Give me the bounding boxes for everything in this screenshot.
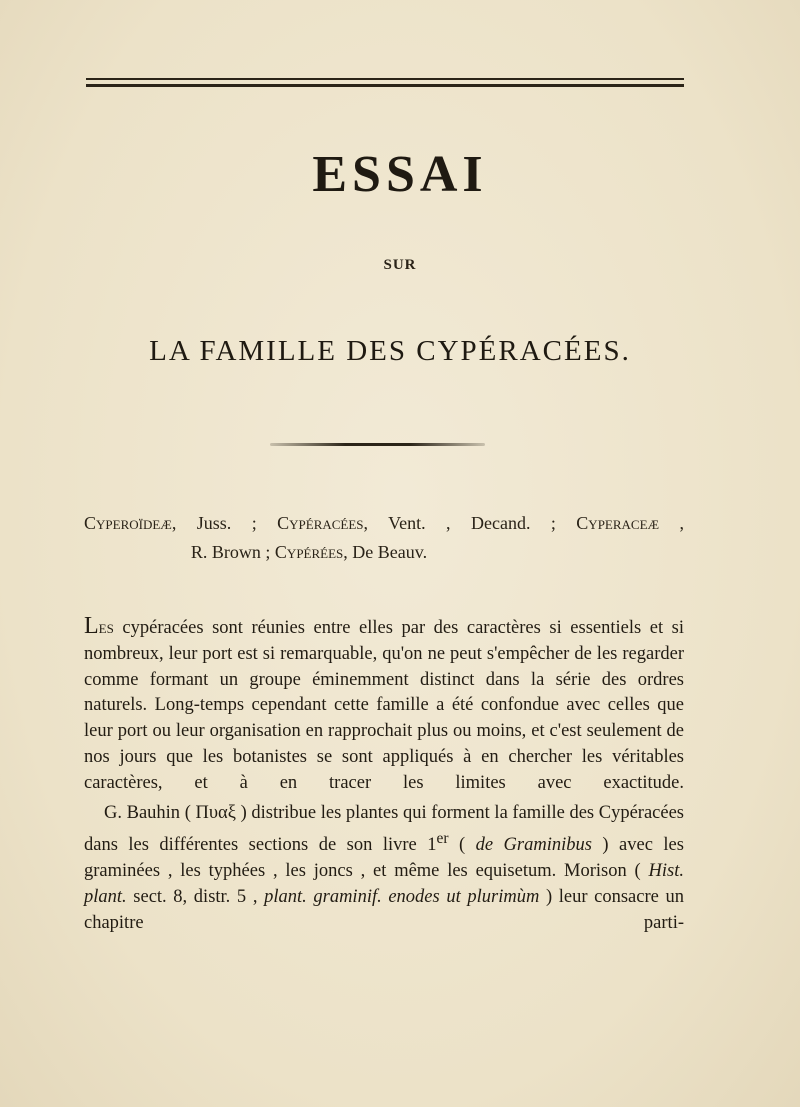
synonym-author: , De Beauv.: [343, 542, 428, 562]
body-text: [84, 614, 684, 937]
synonym-name: Cypérées: [274, 542, 344, 562]
paragraph-2-text: G. Bauhin ( Πυαξ ) distribue les plantes qui forment la famille des Cypéracées dans les différentes sections de son livre 1: [84, 802, 684, 856]
initial-smallcaps: es: [98, 618, 114, 638]
page-title: ESSAI: [312, 146, 488, 203]
italic-title: de Graminibus: [475, 835, 592, 856]
top-double-rule: [86, 78, 684, 87]
initial-letter: L: [84, 613, 99, 639]
superscript: er: [436, 830, 449, 848]
paragraph-2-text: ) leur consacre un chapitre parti-: [84, 887, 684, 933]
paragraph-1-text: cypéracées sont réunies entre elles par des caractères si essentiels et si nombreux, leur port est si remarquable, qu'on ne peut s'empêcher de les regarder comme formant un groupe éminemment distinct dans la série des ordres naturels. Long-temps cependant cette famille a été confondue avec celles que leur port ou leur organisation en rapprochait plus ou moins, et c'est seulement de nos jours que les botanistes se sont appliqués à en chercher les véritables caractères, et à en tracer les limites avec exactitude.: [84, 618, 684, 793]
synonym-name: Cypéracées: [277, 513, 364, 533]
synonymy-block: [84, 509, 684, 567]
synonymy-line-2: [84, 538, 684, 567]
synonym-author: ,: [659, 513, 685, 533]
italic-title: Hist. plant.: [84, 861, 684, 908]
paragraph-2-text: (: [448, 835, 476, 856]
paragraph-1: [84, 614, 684, 797]
paragraph-2-text: ) avec les graminées , les typhées , les joncs , et même les equisetum. Morison (: [84, 835, 684, 882]
synonym-author: , Vent. , Decand. ;: [363, 513, 577, 533]
page-subtitle: LA FAMILLE DES CYPÉRACÉES.: [149, 335, 631, 367]
ornamental-rule: [270, 443, 485, 446]
synonym-author: R. Brown ;: [190, 542, 275, 562]
synonym-author: , Juss. ;: [171, 513, 278, 533]
italic-title: plant. graminif. enodes ut plurimùm: [264, 887, 540, 908]
title-connector: SUR: [383, 257, 417, 273]
paragraph-2-text: sect. 8, distr. 5 ,: [126, 887, 265, 908]
synonym-name: Cyperoïdeæ: [84, 513, 172, 533]
synonymy-line-1: [84, 509, 684, 538]
paragraph-2: [84, 801, 684, 937]
synonym-name: Cyperaceæ: [576, 513, 660, 533]
